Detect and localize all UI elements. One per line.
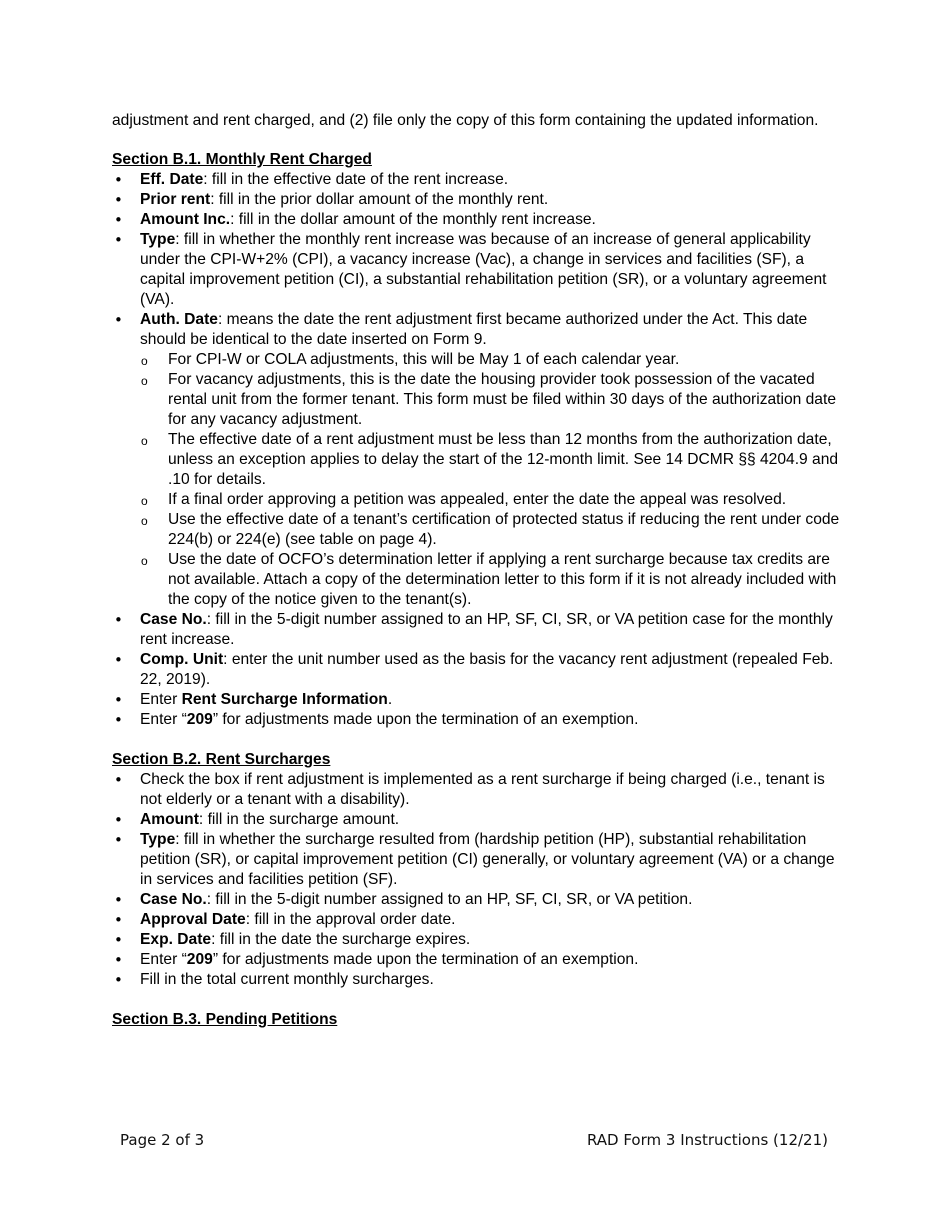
item-text: : fill in the dollar amount of the monthly rent increase. — [230, 211, 596, 228]
item-text: : fill in the 5-digit number assigned to an HP, SF, CI, SR, or VA petition. — [206, 891, 693, 908]
sub-list-item: o For vacancy adjustments, this is the date the housing provider took possession of the vacated rental unit from the former tenant. This form must be filed within 30 days of the authorization date for any vacancy adjustment. — [140, 370, 842, 430]
item-label: Rent Surcharge Information — [181, 691, 388, 708]
list-item — [112, 890, 842, 910]
item-label: Type — [140, 831, 176, 848]
item-text: . — [387, 691, 393, 708]
form-identifier: RAD Form 3 Instructions (12/21) — [586, 1131, 828, 1149]
list-item — [112, 310, 842, 610]
section-b3-heading: Section B.3. Pending Petitions — [112, 1011, 338, 1028]
list-item — [112, 950, 842, 970]
item-label: 209 — [186, 711, 213, 728]
item-label: Amount Inc. — [140, 211, 231, 228]
sub-list-item: o Use the date of OCFO’s determination letter if applying a rent surcharge because tax credits are not available. Attach a copy of the determination letter to this form if it is not already included with the copy of the notice given to the tenant(s). — [140, 550, 842, 610]
list-item — [112, 830, 842, 890]
list-item — [112, 650, 842, 690]
section-b1 — [112, 150, 842, 730]
list-item — [112, 170, 842, 190]
item-label: Case No. — [140, 891, 207, 908]
list-item — [112, 230, 842, 310]
auth-date-sublist — [140, 350, 842, 610]
item-text: : fill in the 5-digit number assigned to an HP, SF, CI, SR, or VA petition case for the monthly rent increase. — [140, 611, 833, 648]
item-text: : enter the unit number used as the basis for the vacancy rent adjustment (repealed Feb. 22, 2019). — [140, 651, 834, 688]
list-item — [112, 610, 842, 650]
item-label: Amount — [140, 811, 199, 828]
list-item — [112, 690, 842, 710]
section-b2-list — [112, 770, 842, 990]
sub-list-item: o If a final order approving a petition was appealed, enter the date the appeal was resolved. — [140, 490, 842, 510]
item-label: Approval Date — [140, 911, 246, 928]
list-item — [112, 810, 842, 830]
list-item: • Fill in the total current monthly surcharges. — [112, 970, 842, 990]
item-label: Type — [140, 231, 176, 248]
list-item — [112, 210, 842, 230]
intro-paragraph: adjustment and rent charged, and (2) file only the copy of this form containing the updated information. — [112, 112, 819, 129]
item-label: 209 — [186, 951, 213, 968]
item-text: : fill in the date the surcharge expires. — [211, 931, 471, 948]
list-item: • Check the box if rent adjustment is implemented as a rent surcharge if being charged (i.e., tenant is not elderly or a tenant with a disability). — [112, 770, 842, 810]
page-footer — [120, 1130, 828, 1150]
item-text: : fill in the prior dollar amount of the monthly rent. — [210, 191, 549, 208]
item-text: Enter — [140, 691, 182, 708]
section-b3 — [112, 1010, 842, 1030]
item-text: : fill in the effective date of the rent increase. — [203, 171, 509, 188]
item-text: Enter “ — [140, 951, 187, 968]
item-label: Eff. Date — [140, 171, 204, 188]
item-text: ” for adjustments made upon the termination of an exemption. — [212, 711, 639, 728]
sub-list-item: o Use the effective date of a tenant’s certification of protected status if reducing the rent under code 224(b) or 224(e) (see table on page 4). — [140, 510, 842, 550]
item-label: Auth. Date — [140, 311, 218, 328]
item-label: Prior rent — [140, 191, 211, 208]
item-text: : fill in whether the monthly rent increase was because of an increase of general applicability under the CPI-W+2% (CPI), a vacancy increase (Vac), a change in services and facilities (SF), a capital improvement petition (CI), a substantial rehabilitation petition (SR), or a voluntary agreement (VA). — [140, 231, 827, 308]
list-item — [112, 910, 842, 930]
item-text: ” for adjustments made upon the termination of an exemption. — [212, 951, 639, 968]
page-number: Page 2 of 3 — [120, 1131, 205, 1149]
item-text: : fill in the surcharge amount. — [198, 811, 400, 828]
sub-list-item: o For CPI-W or COLA adjustments, this will be May 1 of each calendar year. — [140, 350, 842, 370]
item-text: : means the date the rent adjustment first became authorized under the Act. This date should be identical to the date inserted on Form 9. — [140, 311, 808, 348]
document-body — [112, 111, 842, 1050]
section-b2-heading: Section B.2. Rent Surcharges — [112, 751, 331, 768]
list-item — [112, 710, 842, 730]
item-text: Enter “ — [140, 711, 187, 728]
list-item — [112, 930, 842, 950]
section-b1-list — [112, 170, 842, 730]
list-item — [112, 190, 842, 210]
item-label: Case No. — [140, 611, 207, 628]
item-text: : fill in whether the surcharge resulted from (hardship petition (HP), substantial rehabilitation petition (SR), or capital improvement petition (CI) generally, or voluntary agreement (VA) or a change in services and facilities petition (SF). — [140, 831, 835, 888]
item-label: Comp. Unit — [140, 651, 224, 668]
section-b2 — [112, 750, 842, 990]
item-text: : fill in the approval order date. — [245, 911, 456, 928]
sub-list-item: o The effective date of a rent adjustment must be less than 12 months from the authorization date, unless an exception applies to delay the start of the 12-month limit. See 14 DCMR §§ 4204.9 and .10 for details. — [140, 430, 842, 490]
item-label: Exp. Date — [140, 931, 212, 948]
section-b1-heading: Section B.1. Monthly Rent Charged — [112, 151, 372, 168]
